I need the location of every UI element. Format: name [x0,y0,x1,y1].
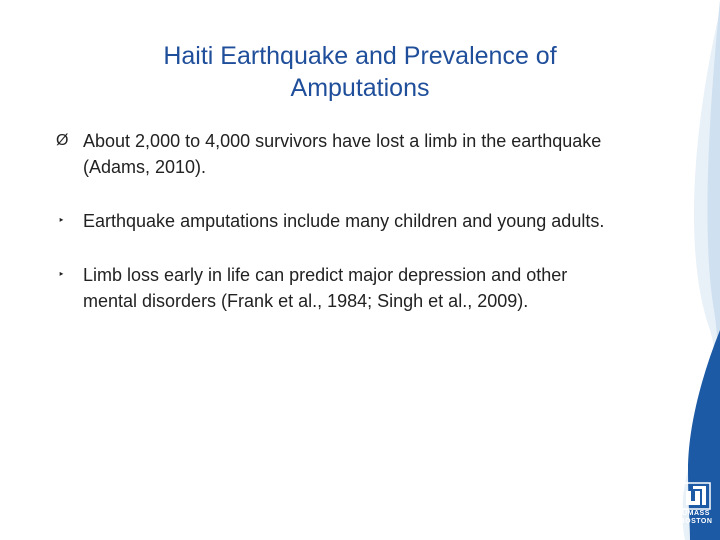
logo-text-umass: UMASS [682,510,710,517]
bullet-item-3 [56,262,616,314]
bullet-item-1 [56,128,616,180]
arrow-bullet-icon: Ø [56,132,69,149]
bullet-text-2: Earthquake amputations include many children and young adults. [83,211,605,231]
umass-boston-logo [676,482,716,538]
triangle-bullet-icon: ‣ [58,269,65,281]
slide-title-line-1: Haiti Earthquake and Prevalence of [163,42,557,70]
bullet-item-2 [56,208,616,234]
slide-title-line-2: Amputations [290,74,430,102]
triangle-bullet-icon: ‣ [58,215,65,227]
bullet-list [56,128,616,314]
logo-text-boston: BOSTON [679,518,713,525]
bullet-text-1: About 2,000 to 4,000 survivors have lost a limb in the earthquake (Adams, 2010). [83,131,602,177]
slide-title [60,40,660,104]
bullet-text-3: Limb loss early in life can predict major depression and other mental disorders (Frank et al., 1984; Singh et al., 2009). [83,265,568,311]
umass-logo-icon [681,482,711,510]
